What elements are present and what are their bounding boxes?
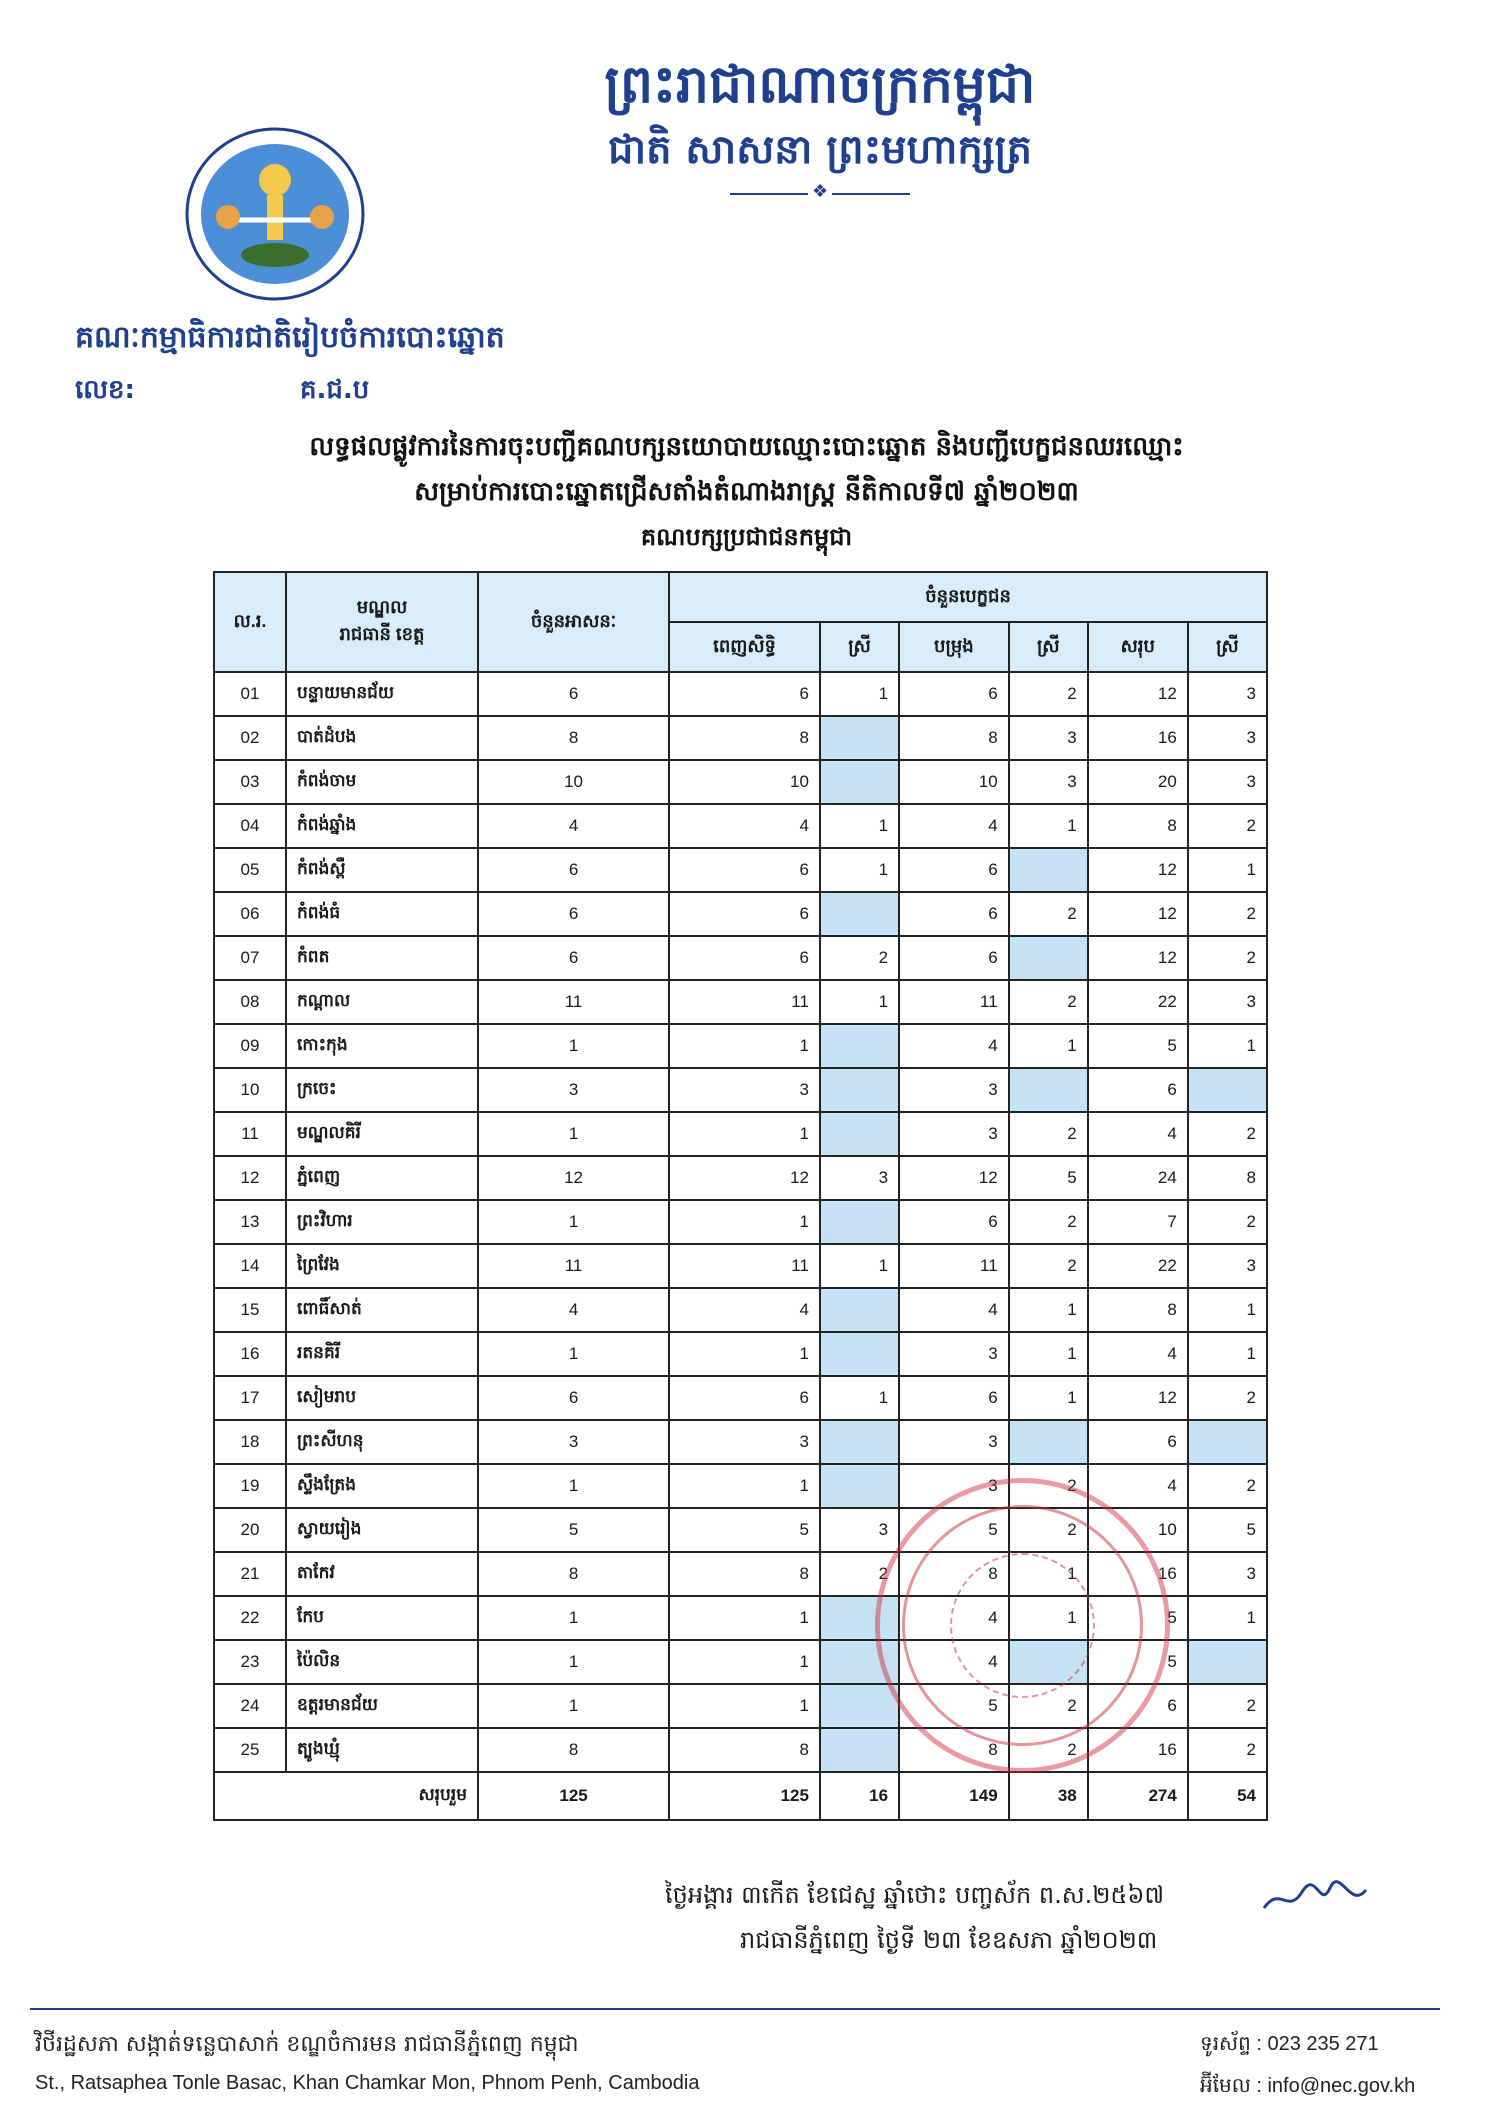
row-seats: 8 [478,1728,669,1772]
table-row [214,716,1267,760]
row-province: បាត់ដំបង [286,716,478,760]
col-header-total: សរុប [1088,622,1188,672]
table-row [214,1244,1267,1288]
row-province: សៀមរាប [286,1376,478,1420]
row-titular: 1 [669,1684,820,1728]
row-female-titular: 3 [820,1508,899,1552]
row-province: ត្បូងឃ្មុំ [286,1728,478,1772]
ornament-divider [730,190,910,198]
row-female-titular [820,1332,899,1376]
row-female-titular: 3 [820,1156,899,1200]
row-female-reserve: 2 [1009,1728,1088,1772]
col-header-candidates: ចំនួនបេក្ខជន [669,572,1267,622]
row-female-titular: 1 [820,804,899,848]
row-province: រតនគិរី [286,1332,478,1376]
row-titular: 3 [669,1420,820,1464]
row-female-reserve: 5 [1009,1156,1088,1200]
row-female-total: 2 [1188,1464,1267,1508]
row-titular: 8 [669,1552,820,1596]
totals-seats: 125 [478,1772,669,1820]
row-province: កោះកុង [286,1024,478,1068]
row-no: 13 [214,1200,286,1244]
row-total: 6 [1088,1068,1188,1112]
row-seats: 5 [478,1508,669,1552]
row-seats: 6 [478,672,669,716]
row-reserve: 6 [899,1376,1009,1420]
row-province: មណ្ឌលគិរី [286,1112,478,1156]
row-no: 19 [214,1464,286,1508]
row-province: ក្រចេះ [286,1068,478,1112]
row-female-total: 1 [1188,1332,1267,1376]
row-no: 04 [214,804,286,848]
row-female-total: 2 [1188,1112,1267,1156]
row-reserve: 3 [899,1112,1009,1156]
row-female-titular: 1 [820,1244,899,1288]
row-total: 16 [1088,1728,1188,1772]
kingdom-title: ព្រះរាជាណាចក្រកម្ពុជា [604,54,1036,115]
row-female-reserve: 2 [1009,1244,1088,1288]
row-province: ស្វាយរៀង [286,1508,478,1552]
row-female-reserve: 1 [1009,1024,1088,1068]
row-seats: 1 [478,1596,669,1640]
row-female-titular: 1 [820,848,899,892]
row-seats: 6 [478,1376,669,1420]
row-female-total: 8 [1188,1156,1267,1200]
row-total: 16 [1088,716,1188,760]
email: អ៊ីមែល : info@nec.gov.kh [1200,2075,1416,2097]
row-titular: 11 [669,1244,820,1288]
row-female-reserve: 1 [1009,804,1088,848]
row-reserve: 12 [899,1156,1009,1200]
row-no: 10 [214,1068,286,1112]
row-total: 4 [1088,1332,1188,1376]
row-reserve: 8 [899,1552,1009,1596]
row-female-total [1188,1420,1267,1464]
table-row [214,1024,1267,1068]
row-reserve: 11 [899,1244,1009,1288]
row-no: 22 [214,1596,286,1640]
row-female-titular [820,1068,899,1112]
row-reserve: 11 [899,980,1009,1024]
row-province: ព្រះសីហនុ [286,1420,478,1464]
col-header-female-total: ស្រី [1188,622,1267,672]
row-province: ស្ទឹងត្រែង [286,1464,478,1508]
row-female-titular [820,760,899,804]
table-row [214,1420,1267,1464]
table-row [214,1288,1267,1332]
row-female-total [1188,1068,1267,1112]
row-no: 08 [214,980,286,1024]
row-titular: 1 [669,1464,820,1508]
row-reserve: 4 [899,1596,1009,1640]
row-total: 4 [1088,1112,1188,1156]
row-female-reserve: 2 [1009,1200,1088,1244]
row-seats: 6 [478,936,669,980]
row-female-total: 2 [1188,1684,1267,1728]
row-reserve: 6 [899,848,1009,892]
row-no: 18 [214,1420,286,1464]
row-female-reserve [1009,1420,1088,1464]
row-female-total: 1 [1188,1288,1267,1332]
organization-name: គណៈកម្មាធិការជាតិរៀបចំការបោះឆ្នោត [75,320,505,355]
table-row [214,1068,1267,1112]
table-row [214,1200,1267,1244]
address-khmer: វិថីរដ្ឋសភា សង្កាត់ទន្លេបាសាក់ ខណ្ឌចំការមន រាជធានីភ្នំពេញ កម្ពុជា [35,2032,579,2057]
row-female-total: 1 [1188,1596,1267,1640]
table-row [214,1112,1267,1156]
row-female-titular [820,892,899,936]
row-total: 12 [1088,672,1188,716]
row-reserve: 4 [899,804,1009,848]
nec-logo [183,125,368,303]
row-total: 7 [1088,1200,1188,1244]
row-female-reserve: 1 [1009,1332,1088,1376]
totals-reserve: 149 [899,1772,1009,1820]
row-seats: 3 [478,1420,669,1464]
row-female-titular [820,1112,899,1156]
number-value: គ.ជ.ប [300,375,370,405]
row-no: 25 [214,1728,286,1772]
row-no: 17 [214,1376,286,1420]
row-seats: 6 [478,848,669,892]
totals-titular: 125 [669,1772,820,1820]
row-province: បន្ទាយមានជ័យ [286,672,478,716]
row-female-total: 2 [1188,936,1267,980]
table-row [214,892,1267,936]
row-province: ពោធិ៍សាត់ [286,1288,478,1332]
row-total: 12 [1088,848,1188,892]
row-female-total: 2 [1188,804,1267,848]
row-no: 21 [214,1552,286,1596]
row-titular: 4 [669,1288,820,1332]
row-titular: 8 [669,1728,820,1772]
row-seats: 1 [478,1024,669,1068]
row-titular: 1 [669,1596,820,1640]
row-no: 09 [214,1024,286,1068]
row-titular: 1 [669,1112,820,1156]
table-row [214,1464,1267,1508]
row-no: 16 [214,1332,286,1376]
row-titular: 1 [669,1200,820,1244]
row-total: 22 [1088,980,1188,1024]
row-seats: 8 [478,1552,669,1596]
row-titular: 3 [669,1068,820,1112]
row-total: 22 [1088,1244,1188,1288]
row-total: 12 [1088,936,1188,980]
row-female-reserve: 2 [1009,980,1088,1024]
row-province: ភ្នំពេញ [286,1156,478,1200]
row-seats: 1 [478,1684,669,1728]
row-reserve: 3 [899,1464,1009,1508]
row-total: 8 [1088,804,1188,848]
col-header-seats: ចំនួនអាសនៈ [478,572,669,672]
party-name: គណបក្សប្រជាជនកម្ពុជា [640,523,853,551]
col-header-titular: ពេញសិទ្ធិ [669,622,820,672]
row-reserve: 4 [899,1024,1009,1068]
row-female-titular [820,716,899,760]
row-titular: 6 [669,672,820,716]
row-female-titular: 2 [820,936,899,980]
initial-signature [1260,1880,1370,1918]
row-province: កែប [286,1596,478,1640]
row-female-total: 3 [1188,980,1267,1024]
row-reserve: 8 [899,1728,1009,1772]
row-reserve: 5 [899,1508,1009,1552]
row-female-titular [820,1420,899,1464]
row-female-titular: 1 [820,1376,899,1420]
row-titular: 5 [669,1508,820,1552]
col-header-female-reserve: ស្រី [1009,622,1088,672]
official-stamp [875,1478,1170,1773]
row-titular: 6 [669,892,820,936]
row-female-reserve: 2 [1009,1464,1088,1508]
row-province: ប៉ៃលិន [286,1640,478,1684]
row-female-reserve: 3 [1009,760,1088,804]
lunar-date: ថ្ងៃអង្គារ ៣កើត ខែជេស្ឋ ឆ្នាំថោះ បញ្ចស័ក ព.ស.២៥៦៧ [665,1881,1165,1909]
row-reserve: 3 [899,1068,1009,1112]
row-no: 15 [214,1288,286,1332]
row-titular: 6 [669,848,820,892]
row-total: 5 [1088,1640,1188,1684]
totals-row [214,1772,1267,1820]
row-total: 8 [1088,1288,1188,1332]
row-titular: 6 [669,1376,820,1420]
row-female-titular [820,1200,899,1244]
col-header-no: ល.រ. [214,572,286,672]
row-female-total: 5 [1188,1508,1267,1552]
row-province: កំពង់ចាម [286,760,478,804]
row-province: កណ្ដាល [286,980,478,1024]
row-titular: 8 [669,716,820,760]
row-female-total: 3 [1188,1552,1267,1596]
row-female-reserve: 2 [1009,1508,1088,1552]
table-row [214,1376,1267,1420]
row-province: កំពង់ស្ពឺ [286,848,478,892]
row-total: 6 [1088,1420,1188,1464]
row-province: ព្រៃវែង [286,1244,478,1288]
row-seats: 1 [478,1464,669,1508]
row-seats: 1 [478,1640,669,1684]
row-total: 12 [1088,892,1188,936]
row-reserve: 5 [899,1684,1009,1728]
row-female-total: 2 [1188,1376,1267,1420]
totals-female-reserve: 38 [1009,1772,1088,1820]
totals-total: 274 [1088,1772,1188,1820]
row-province: តាកែវ [286,1552,478,1596]
row-province: កំពង់ធំ [286,892,478,936]
table-row [214,980,1267,1024]
row-total: 5 [1088,1596,1188,1640]
row-seats: 6 [478,892,669,936]
row-female-reserve: 2 [1009,1112,1088,1156]
row-seats: 1 [478,1112,669,1156]
row-reserve: 8 [899,716,1009,760]
telephone: ទូរស័ព្ទ : 023 235 271 [1200,2033,1379,2055]
row-reserve: 10 [899,760,1009,804]
row-female-total: 2 [1188,1728,1267,1772]
row-female-reserve [1009,936,1088,980]
row-titular: 10 [669,760,820,804]
row-total: 5 [1088,1024,1188,1068]
row-female-reserve: 1 [1009,1376,1088,1420]
row-total: 16 [1088,1552,1188,1596]
row-total: 20 [1088,760,1188,804]
row-female-reserve: 1 [1009,1596,1088,1640]
table-row [214,804,1267,848]
row-seats: 1 [478,1200,669,1244]
row-female-reserve: 2 [1009,892,1088,936]
row-seats: 11 [478,980,669,1024]
number-label: លេខ: [75,375,135,405]
row-total: 24 [1088,1156,1188,1200]
footer-divider [30,2008,1440,2010]
row-titular: 4 [669,804,820,848]
totals-female-total: 54 [1188,1772,1267,1820]
row-seats: 10 [478,760,669,804]
row-female-reserve: 2 [1009,1684,1088,1728]
row-titular: 1 [669,1024,820,1068]
table-row [214,848,1267,892]
document-title-line2: សម្រាប់ការបោះឆ្នោតជ្រើសតាំងតំណាងរាស្ត្រ នីតិកាលទី៧ ឆ្នាំ២០២៣ [414,477,1079,507]
row-no: 06 [214,892,286,936]
row-reserve: 4 [899,1640,1009,1684]
row-female-reserve: 2 [1009,672,1088,716]
row-no: 05 [214,848,286,892]
row-reserve: 6 [899,672,1009,716]
row-female-titular: 1 [820,672,899,716]
row-female-total: 1 [1188,1024,1267,1068]
row-titular: 6 [669,936,820,980]
row-female-reserve [1009,1068,1088,1112]
col-header-reserve: បម្រុង [899,622,1009,672]
row-seats: 1 [478,1332,669,1376]
row-no: 20 [214,1508,286,1552]
row-female-titular [820,1464,899,1508]
table-row [214,1156,1267,1200]
col-header-province-line2: រាជធានី ខេត្ត [339,624,425,644]
row-titular: 1 [669,1332,820,1376]
row-female-total [1188,1640,1267,1684]
row-no: 23 [214,1640,286,1684]
row-reserve: 4 [899,1288,1009,1332]
row-titular: 1 [669,1640,820,1684]
col-header-female-titular: ស្រី [820,622,899,672]
totals-female-titular: 16 [820,1772,899,1820]
row-titular: 11 [669,980,820,1024]
row-titular: 12 [669,1156,820,1200]
row-female-total: 3 [1188,760,1267,804]
row-female-titular: 1 [820,980,899,1024]
table-row [214,1332,1267,1376]
row-female-reserve: 3 [1009,716,1088,760]
row-seats: 12 [478,1156,669,1200]
row-female-titular [820,1288,899,1332]
row-no: 03 [214,760,286,804]
table-row [214,672,1267,716]
row-female-total: 1 [1188,848,1267,892]
row-female-total: 2 [1188,892,1267,936]
row-female-total: 2 [1188,1200,1267,1244]
row-seats: 3 [478,1068,669,1112]
row-seats: 11 [478,1244,669,1288]
row-reserve: 3 [899,1420,1009,1464]
row-female-titular [820,1024,899,1068]
address-english: St., Ratsaphea Tonle Basac, Khan Chamkar Mon, Phnom Penh, Cambodia [35,2072,700,2094]
row-seats: 8 [478,716,669,760]
row-female-reserve: 1 [1009,1288,1088,1332]
row-female-titular: 2 [820,1552,899,1596]
row-no: 24 [214,1684,286,1728]
table-row [214,936,1267,980]
row-reserve: 6 [899,936,1009,980]
row-reserve: 6 [899,892,1009,936]
row-no: 02 [214,716,286,760]
row-no: 12 [214,1156,286,1200]
row-female-titular [820,1684,899,1728]
row-female-total: 3 [1188,672,1267,716]
totals-label: សរុបរួម [214,1772,478,1820]
kingdom-heading [540,50,1100,198]
row-female-titular [820,1728,899,1772]
row-reserve: 3 [899,1332,1009,1376]
row-seats: 4 [478,804,669,848]
national-motto: ជាតិ សាសនា ព្រះមហាក្សត្រ [608,126,1032,173]
row-female-total: 3 [1188,1244,1267,1288]
row-province: កំពត [286,936,478,980]
row-total: 10 [1088,1508,1188,1552]
row-female-total: 3 [1188,716,1267,760]
row-no: 11 [214,1112,286,1156]
row-no: 07 [214,936,286,980]
solar-date: រាជធានីភ្នំពេញ ថ្ងៃទី ២៣ ខែឧសភា ឆ្នាំ២០២៣ [740,1926,1158,1954]
row-female-reserve: 1 [1009,1552,1088,1596]
table-row [214,760,1267,804]
document-title-line1: លទ្ធផលផ្លូវការនៃការចុះបញ្ជីគណបក្សនយោបាយឈ្មោះបោះឆ្នោត និងបញ្ជីបេក្ខជនឈរឈ្មោះ [309,432,1184,462]
row-total: 4 [1088,1464,1188,1508]
row-province: ឧត្តរមានជ័យ [286,1684,478,1728]
row-female-reserve [1009,848,1088,892]
row-province: ព្រះវិហារ [286,1200,478,1244]
row-no: 14 [214,1244,286,1288]
row-province: កំពង់ឆ្នាំង [286,804,478,848]
row-seats: 4 [478,1288,669,1332]
row-total: 6 [1088,1684,1188,1728]
col-header-province [286,572,478,672]
row-reserve: 6 [899,1200,1009,1244]
row-total: 12 [1088,1376,1188,1420]
row-no: 01 [214,672,286,716]
col-header-province-line1: មណ្ឌល [356,597,408,617]
